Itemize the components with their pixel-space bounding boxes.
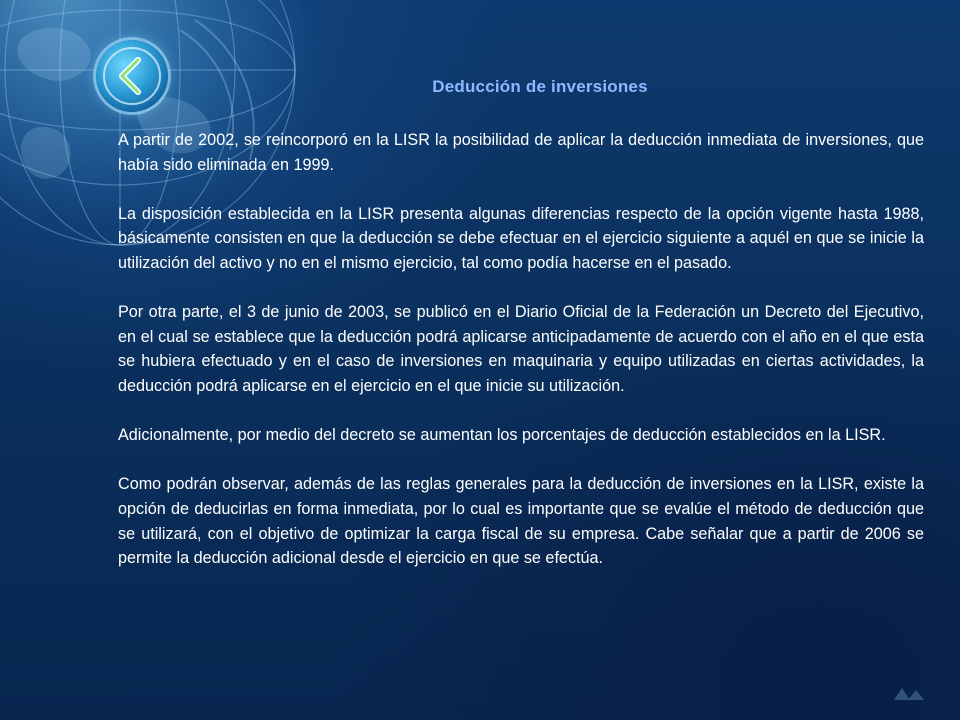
paragraph: Como podrán observar, además de las reglas generales para la deducción de inversiones en la LISR, existe la opción de deducirlas en forma inmediata, por lo cual es importante que se evalúe el método de deducción que se utilizará, con el objetivo de optimizar la carga fiscal de su empresa. Cabe señalar que a partir de 2006 se permite la deducción adicional desde el ejercicio en que se efectúa. (118, 475, 924, 568)
slide-title: Deducción de inversiones (432, 77, 648, 96)
paragraph: Adicionalmente, por medio del decreto se aumentan los porcentajes de deducción establecidos en la LISR. (118, 426, 886, 445)
paragraph: A partir de 2002, se reincorporó en la LISR la posibilidad de aplicar la deducción inmediata de inversiones, que había sido eliminada en 1999. (118, 131, 924, 174)
decorative-mark (892, 686, 926, 702)
slide-body (118, 128, 924, 571)
chevron-left-icon (96, 40, 168, 112)
paragraph: Por otra parte, el 3 de junio de 2003, se publicó en el Diario Oficial de la Federación un Decreto del Ejecutivo, en el cual se establece que la deducción podrá aplicarse anticipadamente de acuerdo con el año en el que esta se hubiera efectuado y en el caso de inversiones en maquinaria y equipo utilizadas en ciertas actividades, la deducción podrá aplicarse en el ejercicio en el que inicie su utilización. (118, 303, 924, 395)
paragraph: La disposición establecida en la LISR presenta algunas diferencias respecto de la opción vigente hasta 1988, básicamente consisten en que la deducción se debe efectuar en el ejercicio siguiente a aquél en que se inicie la utilización del activo y no en el mismo ejercicio, tal como podía hacerse en el pasado. (118, 204, 924, 272)
back-button[interactable] (96, 40, 168, 112)
